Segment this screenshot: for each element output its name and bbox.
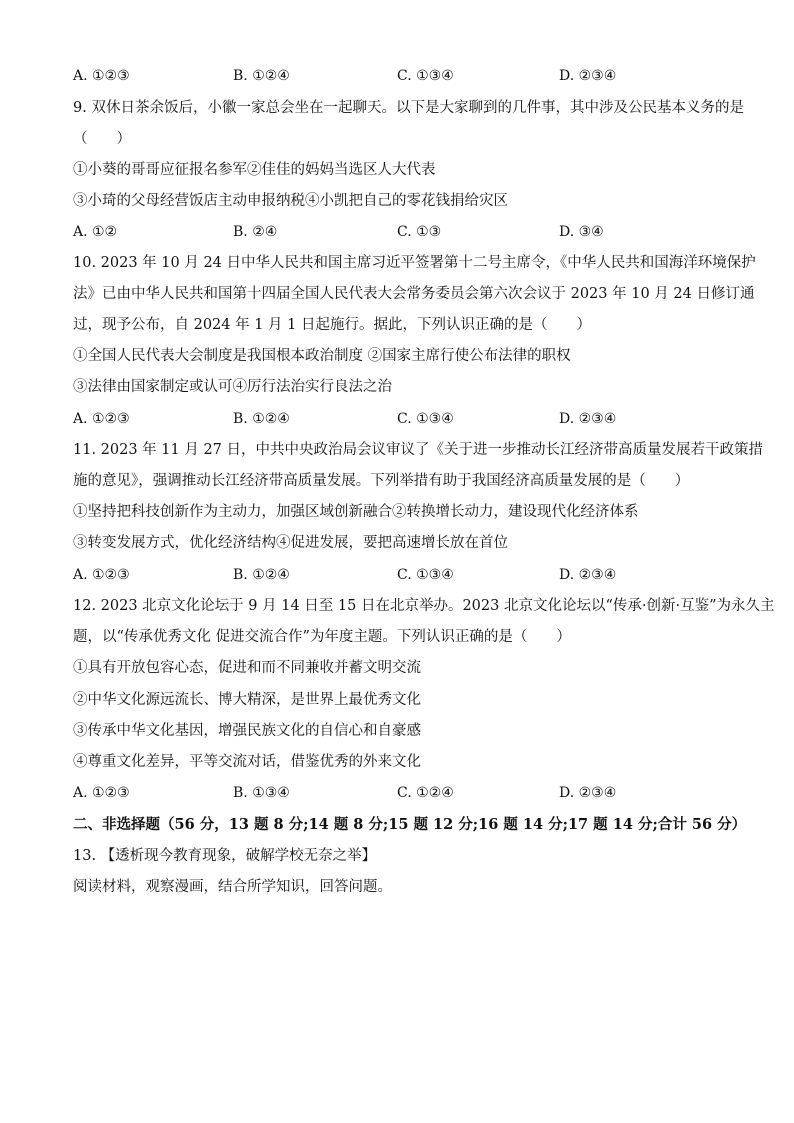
q8-option-c: C. ①③④ [397, 68, 454, 84]
q13-instruction: 阅读材料，观察漫画，结合所学知识，回答问题。 [73, 879, 392, 895]
q11-item-line: ①坚持把科技创新作为主动力，加强区域创新融合②转换增长动力，建设现代化经济体系 [73, 504, 639, 520]
q12-options [73, 783, 733, 803]
q12-stem-line: 题，以“传承优秀文化 促进交流合作”为年度主题。下列认识正确的是（ ） [73, 629, 571, 645]
q10-stem-line: 过，现予公布，自 2024 年 1 月 1 日起施行。据此，下列认识正确的是（ ） [73, 317, 592, 333]
q10-option-c: C. ①③④ [397, 411, 454, 427]
q10-option-a: A. ①②③ [73, 411, 130, 427]
q8-options [73, 66, 733, 86]
q11-stem-line: 施的意见》，强调推动长江经济带高质量发展。下列举措有助于我国经济高质量发展的是（ ） [73, 473, 690, 489]
q12-option-b: B. ①③④ [233, 785, 290, 801]
q8-option-b: B. ①②④ [233, 68, 290, 84]
q8-option-a: A. ①②③ [73, 68, 130, 84]
q11-option-c: C. ①③④ [397, 567, 454, 583]
q9-item-line: ①小葵的哥哥应征报名参军②佳佳的妈妈当选区人大代表 [73, 162, 436, 178]
q10-option-d: D. ②③④ [559, 411, 617, 427]
q10-item-line: ①全国人民代表大会制度是我国根本政治制度 ②国家主席行使公布法律的职权 [73, 348, 571, 364]
q11-option-b: B. ①②④ [233, 567, 290, 583]
q10-item-line: ③法律由国家制定或认可④厉行法治实行良法之治 [73, 379, 392, 395]
q12-option-c: C. ①②④ [397, 785, 454, 801]
q11-stem-line: 11. 2023 年 11 月 27 日，中共中央政治局会议审议了《关于进一步推动长江经济带高质量发展若干政策措 [73, 442, 764, 458]
q11-option-d: D. ②③④ [559, 567, 617, 583]
q12-stem-line: 12. 2023 北京文化论坛于 9 月 14 日至 15 日在北京举办。2023 北京文化论坛以“传承·创新·互鉴”为永久主 [73, 598, 775, 614]
q12-item-line: ④尊重文化差异，平等交流对话，借鉴优秀的外来文化 [73, 754, 421, 770]
q9-option-b: B. ②④ [233, 224, 278, 240]
q10-options [73, 409, 733, 429]
q11-option-a: A. ①②③ [73, 567, 130, 583]
q12-option-a: A. ①②③ [73, 785, 130, 801]
q9-blank: （ ） [73, 131, 131, 147]
q12-item-line: ②中华文化源远流长、博大精深，是世界上最优秀文化 [73, 692, 421, 708]
q10-stem-line: 法》已由中华人民共和国第十四届全国人民代表大会常务委员会第六次会议于 2023 年 10 月 24 日修订通 [73, 286, 755, 302]
q9-option-a: A. ①② [73, 224, 118, 240]
q9-option-d: D. ③④ [559, 224, 604, 240]
q8-option-d: D. ②③④ [559, 68, 617, 84]
q9-option-c: C. ①③ [397, 224, 442, 240]
q10-stem-line: 10. 2023 年 10 月 24 日中华人民共和国主席习近平签署第十二号主席令，《中华人民共和国海洋环境保护 [73, 255, 756, 271]
q9-options [73, 222, 733, 242]
q12-item-line: ①具有开放包容心态，促进和而不同兼收并蓄文明交流 [73, 660, 421, 676]
q10-option-b: B. ①②④ [233, 411, 290, 427]
q11-options [73, 565, 733, 585]
q13-title: 13. 【透析现今教育现象，破解学校无奈之举】 [73, 848, 377, 864]
q9-stem: 9. 双休日茶余饭后，小徽一家总会坐在一起聊天。以下是大家聊到的几件事，其中涉及公民基本义务的是 [73, 100, 744, 116]
q11-item-line: ③转变发展方式，优化经济结构④促进发展，要把高速增长放在首位 [73, 535, 508, 551]
section-heading: 二、非选择题（56 分，13 题 8 分;14 题 8 分;15 题 12 分;16 题 14 分;17 题 14 分;合计 56 分） [73, 816, 747, 833]
q12-option-d: D. ②③④ [559, 785, 617, 801]
q12-item-line: ③传承中华文化基因，增强民族文化的自信心和自豪感 [73, 723, 421, 739]
q9-item-line: ③小琦的父母经营饭店主动申报纳税④小凯把自己的零花钱捐给灾区 [73, 193, 508, 209]
